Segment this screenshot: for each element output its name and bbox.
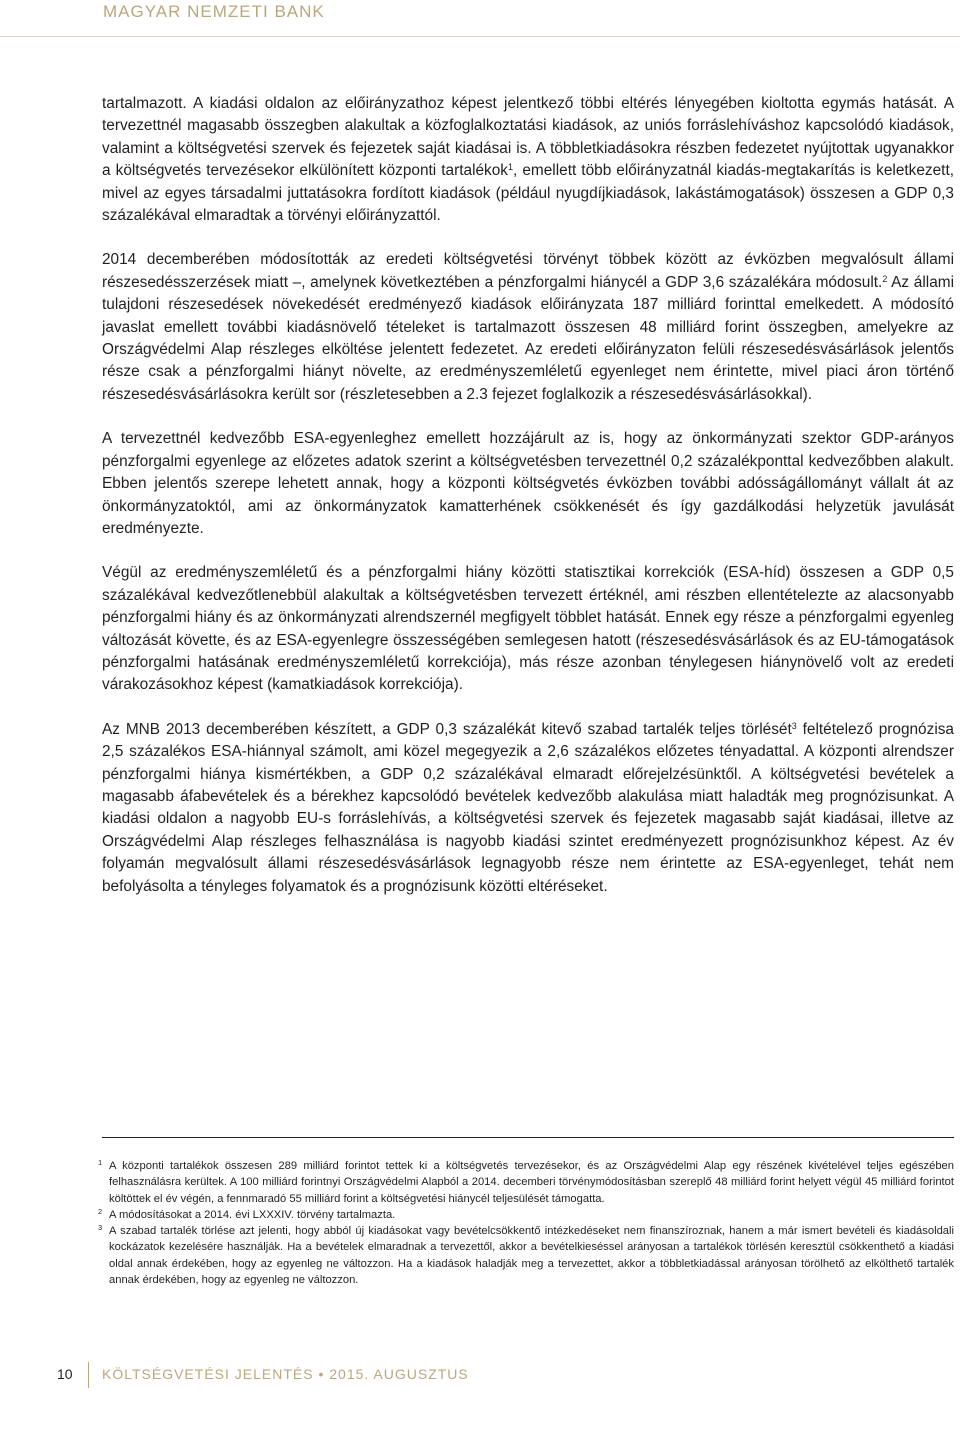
footnote-3-number: 3	[98, 1223, 103, 1233]
footnote-2-number: 2	[98, 1206, 103, 1216]
paragraph-2-text-a: 2014 decemberében módosították az eredeti költségvetési törvényt többek között az évközben megvalósult állami részesedésszerzések miatt –, amelynek következtében a pénzforgalmi hiánycél a GDP 3,6 százalékára módosult.	[102, 251, 954, 291]
paragraph-1-text-a: tartalmazott. A kiadási oldalon az előirányzathoz képest jelentkező többi eltérés lényegében kioltotta egymás hatását. A tervezettnél magasabb összegben alakultak a közfoglalkoztatási kiadások, az uniós forráslehíváshoz kapcsolódó kiadások, valamint a költségvetési szervek és fejezetek saját kiadásai is. A többletkiadásokra részben fedezetet nyújtottak ugyanakkor a költségvetés tervezésekor elkülönített központi tartalékok	[102, 95, 954, 180]
header-title: MAGYAR NEMZETI BANK	[103, 2, 325, 21]
footnote-ref-1[interactable]: 1	[508, 162, 514, 173]
main-text	[102, 93, 954, 920]
footnote-2-text: A módosításokat a 2014. évi LXXXIV. törvény tartalmazta.	[109, 1208, 396, 1221]
paragraph-2-text-b: Az állami tulajdoni részesedések növekedését eredményező kiadások előirányzata 187 milliárd forinttal emelkedett. A módosító javaslat emellett további kiadásnövelő tételeket is tartalmazott összesen 48 milliárd forint összegben, amelyekre az Országvédelmi Alap részleges elköltése jelentett fedezetet. Az eredeti előirányzaton felüli részesedésvásárlások jelentős része csak a pénzforgalmi hiányt növelte, az eredményszemléletű egyenleget nem érintette, mivel piaci áron történő részesedésvásárlásokra került sor (részletesebben a 2.3 fejezet foglalkozik a részesedésvásárlásokkal).	[102, 273, 954, 403]
page-number: 10	[57, 1366, 73, 1382]
paragraph-1-text-b: , emellett több előirányzatnál kiadás-megtakarítás is keletkezett, mivel az egyes társadalmi juttatásokra fordított kiadások (például nyugdíjkiadások, lakástámogatások) összesen a GDP 0,3 százalékával elmaradtak a törvényi előirányzattól.	[102, 162, 954, 225]
footnote-3-text: A szabad tartalék törlése azt jelenti, hogy abból új kiadásokat vagy bevételcsökkentő intézkedéseket nem finanszíroznak, hanem a már ismert bevételi és kiadásoldali kockázatok kezelésére használják. Ha a bevételek elmaradnak a tervezettől, akkor a bevételkieséssel arányosan a tartalékok törlésén keresztül csökkenthető a kiadási oldal annak érdekében, hogy az egyenleg ne változzon. Ha a kiadások haladják meg a tervezettet, akkor a többletkiadással arányosan törölhető az elkölthető tartalék annak érdekében, hogy az egyenleg ne változzon.	[109, 1225, 954, 1287]
paragraph-1	[102, 93, 954, 227]
footnote-ref-3[interactable]: 3	[791, 720, 797, 731]
footnote-2	[98, 1206, 954, 1223]
paragraph-2	[102, 249, 954, 406]
paragraph-5-text-a: Az MNB 2013 decemberében készített, a GDP 0,3 százalékát kitevő szabad tartalék teljes törlését	[102, 720, 792, 738]
paragraph-3-text: A tervezettnél kedvezőbb ESA-egyenleghez emellett hozzájárult az is, hogy az önkormányzati szektor GDP-arányos pénzforgalmi egyenlege az előzetes adatok szerint a költségvetésben tervezettnél 0,2 százalékponttal kedvezőbben alakult. Ebben jelentős szerepe lehetett annak, hogy a központi költségvetés évközben további adósságállományt vállalt át az önkormányzatoktól, ami az önkormányzatok kamatterhének csökkenését és így gazdálkodási helyzetük javulását eredményezte.	[102, 430, 954, 537]
header-divider	[0, 36, 960, 37]
footnote-1-number: 1	[98, 1158, 103, 1167]
footnote-3	[98, 1223, 954, 1288]
paragraph-5	[102, 719, 954, 898]
footnote-divider	[102, 1137, 954, 1138]
footnote-1-text: A központi tartalékok összesen 289 milliárd forintot tettek ki a költségvetés tervezésekor, és az Országvédelmi Alap egy részének kivételével teljes egészében felhasználásra kerültek. A 100 milliárd forintnyi Országvédelmi Alapból a 2014. decemberi törvénymódosításban szereplő 48 milliárd forint helyett végül 45 milliárd forintot költöttek el év végén, a fennmaradó 55 milliárd forint a költségvetési hiánycél teljesülését támogatta.	[109, 1160, 954, 1205]
paragraph-5-text-b: feltételező prognózisa 2,5 százalékos ESA-hiánnyal számolt, ami közel megegyezik a 2,6 százalékos előzetes tényadattal. A központi alrendszer pénzforgalmi hiánya kismértékben, a GDP 0,2 százalékával elmaradt előrejelzésünktől. A költségvetési bevételek a magasabb áfabevételek és a bérekhez kapcsolódó bevételek kedvezőbb alakulása miatt haladták meg prognózisunkat. A kiadási oldalon a nagyobb EU-s forráslehívás, a költségvetési szervek és fejezetek magasabb saját kiadásai, illetve az Országvédelmi Alap részleges felhasználása is nagyobb kiadási szintet eredményezett prognózisunkhoz képest. Az év folyamán megvalósult állami részesedésvásárlások legnagyobb része nem érintette az ESA-egyenleget, tehát nem befolyásolta a tényleges folyamatok és a prognózisunk közötti eltéréseket.	[102, 720, 954, 895]
paragraph-4	[102, 562, 954, 696]
footer-divider	[88, 1362, 89, 1388]
paragraph-3	[102, 428, 954, 540]
footnote-1	[98, 1158, 954, 1207]
footer-title: KÖLTSÉGVETÉSI JELENTÉS • 2015. AUGUSZTUS	[102, 1366, 469, 1382]
footnote-ref-2[interactable]: 2	[882, 273, 888, 284]
paragraph-4-text: Végül az eredményszemléletű és a pénzforgalmi hiány közötti statisztikai korrekciók (ESA-híd) összesen a GDP 0,5 százalékával kedvezőtlenebbül alakultak a költségvetésben tervezett értéknél, ami részben ellentételezte az alacsonyabb pénzforgalmi hiány és az önkormányzati alrendszernél megfigyelt többlet hatását. Ennek egy része a pénzforgalmi egyenleg változását követte, és az ESA-egyenlegre összességében semlegesen hatott (részesedésvásárlások és az EU-támogatások pénzforgalmi hatásának eredményszemléletű korrekciója), más része azonban ténylegesen hiánynövelő volt az eredeti várakozásokhoz képest (kamatkiadások korrekciója).	[102, 564, 954, 694]
footnotes	[98, 1158, 954, 1288]
